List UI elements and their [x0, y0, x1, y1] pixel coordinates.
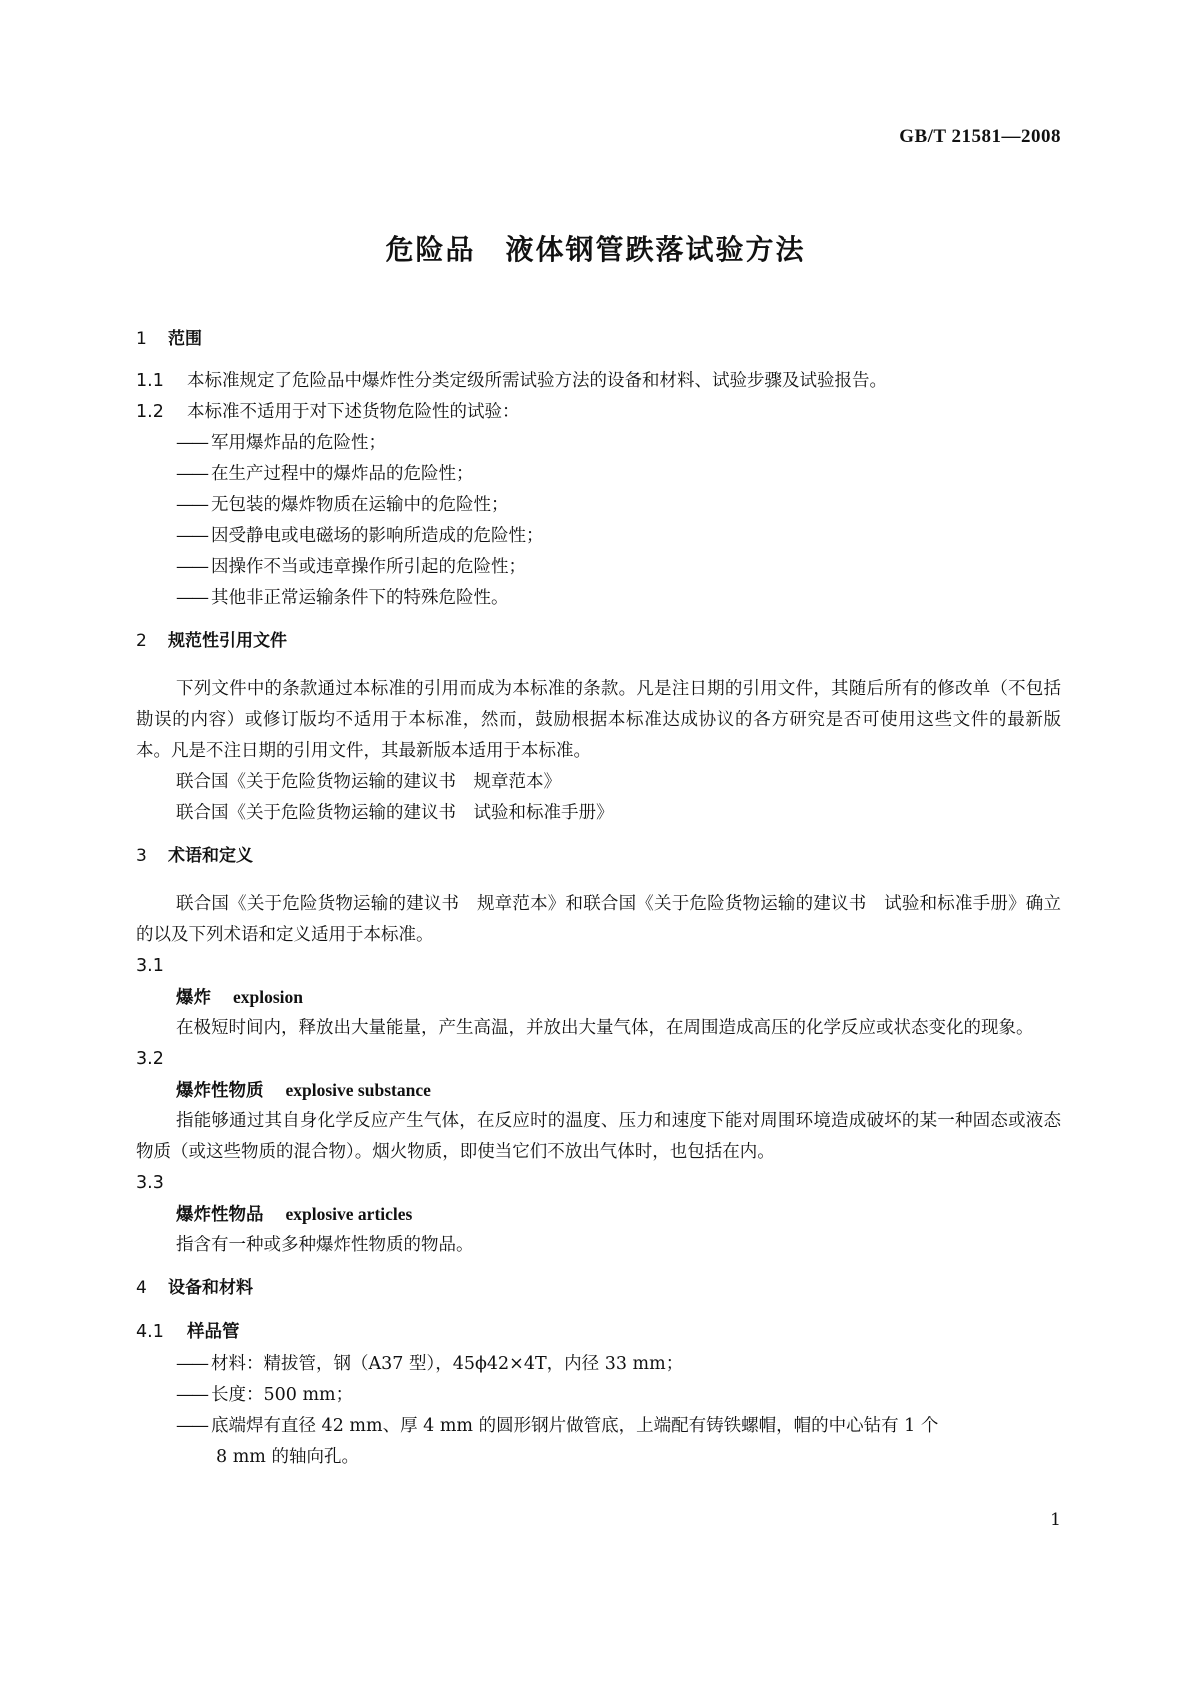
page-number: 1: [1050, 1510, 1061, 1530]
reference-item: 联合国《关于危险货物运输的建议书 试验和标准手册》: [176, 803, 614, 823]
term-entry: 爆炸 explosion: [176, 987, 304, 1008]
list-item: —— 其他非正常运输条件下的特殊危险性。: [176, 588, 509, 608]
document-body: [136, 322, 1061, 1473]
title-part-1: 危险品: [385, 233, 476, 266]
reference-item: 联合国《关于危险货物运输的建议书 规章范本》: [176, 772, 561, 792]
term-entry: 爆炸性物质 explosive substance: [176, 1080, 431, 1101]
term-number: 3.3: [136, 1173, 164, 1193]
standard-code: GB/T 21581—2008: [899, 126, 1061, 147]
list-item: —— 材料：精拔管，钢（A37 型），45ϕ42×4T，内径 33 mm；: [176, 1354, 684, 1374]
paragraph: 联合国《关于危险货物运输的建议书 规章范本》和联合国《关于危险货物运输的建议书 试验和标准手册》确立的以及下列术语和定义适用于本标准。: [136, 894, 1061, 945]
term-definition: 指含有一种或多种爆炸性物质的物品。: [176, 1235, 474, 1255]
clause-1-2: 1.2 本标准不适用于对下述货物危险性的试验：: [136, 402, 520, 422]
list-item: —— 底端焊有直径 42 mm、厚 4 mm 的圆形钢片做管底，上端配有铸铁螺帽，帽的中心钻有 1 个: [176, 1416, 939, 1436]
section-heading-2: 2 规范性引用文件: [136, 631, 287, 651]
document-title: [0, 228, 1191, 268]
clause-1-1: 1.1 本标准规定了危险品中爆炸性分类定级所需试验方法的设备和材料、试验步骤及试验报告。: [136, 371, 887, 391]
term-number: 3.1: [136, 956, 164, 976]
term-definition: 在极短时间内，释放出大量能量，产生高温，并放出大量气体，在周围造成高压的化学反应或状态变化的现象。: [176, 1018, 1034, 1038]
clause-4-1-heading: 4.1 样品管: [136, 1322, 240, 1342]
section-heading-1: 1 范围: [136, 329, 202, 349]
list-item: —— 在生产过程中的爆炸品的危险性；: [176, 464, 474, 484]
section-heading-3: 3 术语和定义: [136, 846, 253, 866]
list-item: —— 军用爆炸品的危险性；: [176, 433, 386, 453]
list-item: —— 无包装的爆炸物质在运输中的危险性；: [176, 495, 509, 515]
list-item: —— 因操作不当或违章操作所引起的危险性；: [176, 557, 526, 577]
list-item-continuation: 8 mm 的轴向孔。: [216, 1447, 359, 1467]
term-number: 3.2: [136, 1049, 164, 1069]
term-definition: 指能够通过其自身化学反应产生气体，在反应时的温度、压力和速度下能对周围环境造成破坏的某一种固态或液态物质（或这些物质的混合物）。烟火物质，即使当它们不放出气体时，也包括在内。: [136, 1111, 1061, 1162]
term-entry: 爆炸性物品 explosive articles: [176, 1204, 413, 1225]
list-item: —— 因受静电或电磁场的影响所造成的危险性；: [176, 526, 544, 546]
section-heading-4: 4 设备和材料: [136, 1278, 253, 1298]
paragraph: 下列文件中的条款通过本标准的引用而成为本标准的条款。凡是注日期的引用文件，其随后所有的修改单（不包括勘误的内容）或修订版均不适用于本标准，然而，鼓励根据本标准达成协议的各方研究是否可使用这些文件的最新版本。凡是不注日期的引用文件，其最新版本适用于本标准。: [136, 679, 1061, 761]
list-item: —— 长度：500 mm；: [176, 1385, 354, 1405]
title-part-2: 液体钢管跌落试验方法: [505, 233, 806, 266]
